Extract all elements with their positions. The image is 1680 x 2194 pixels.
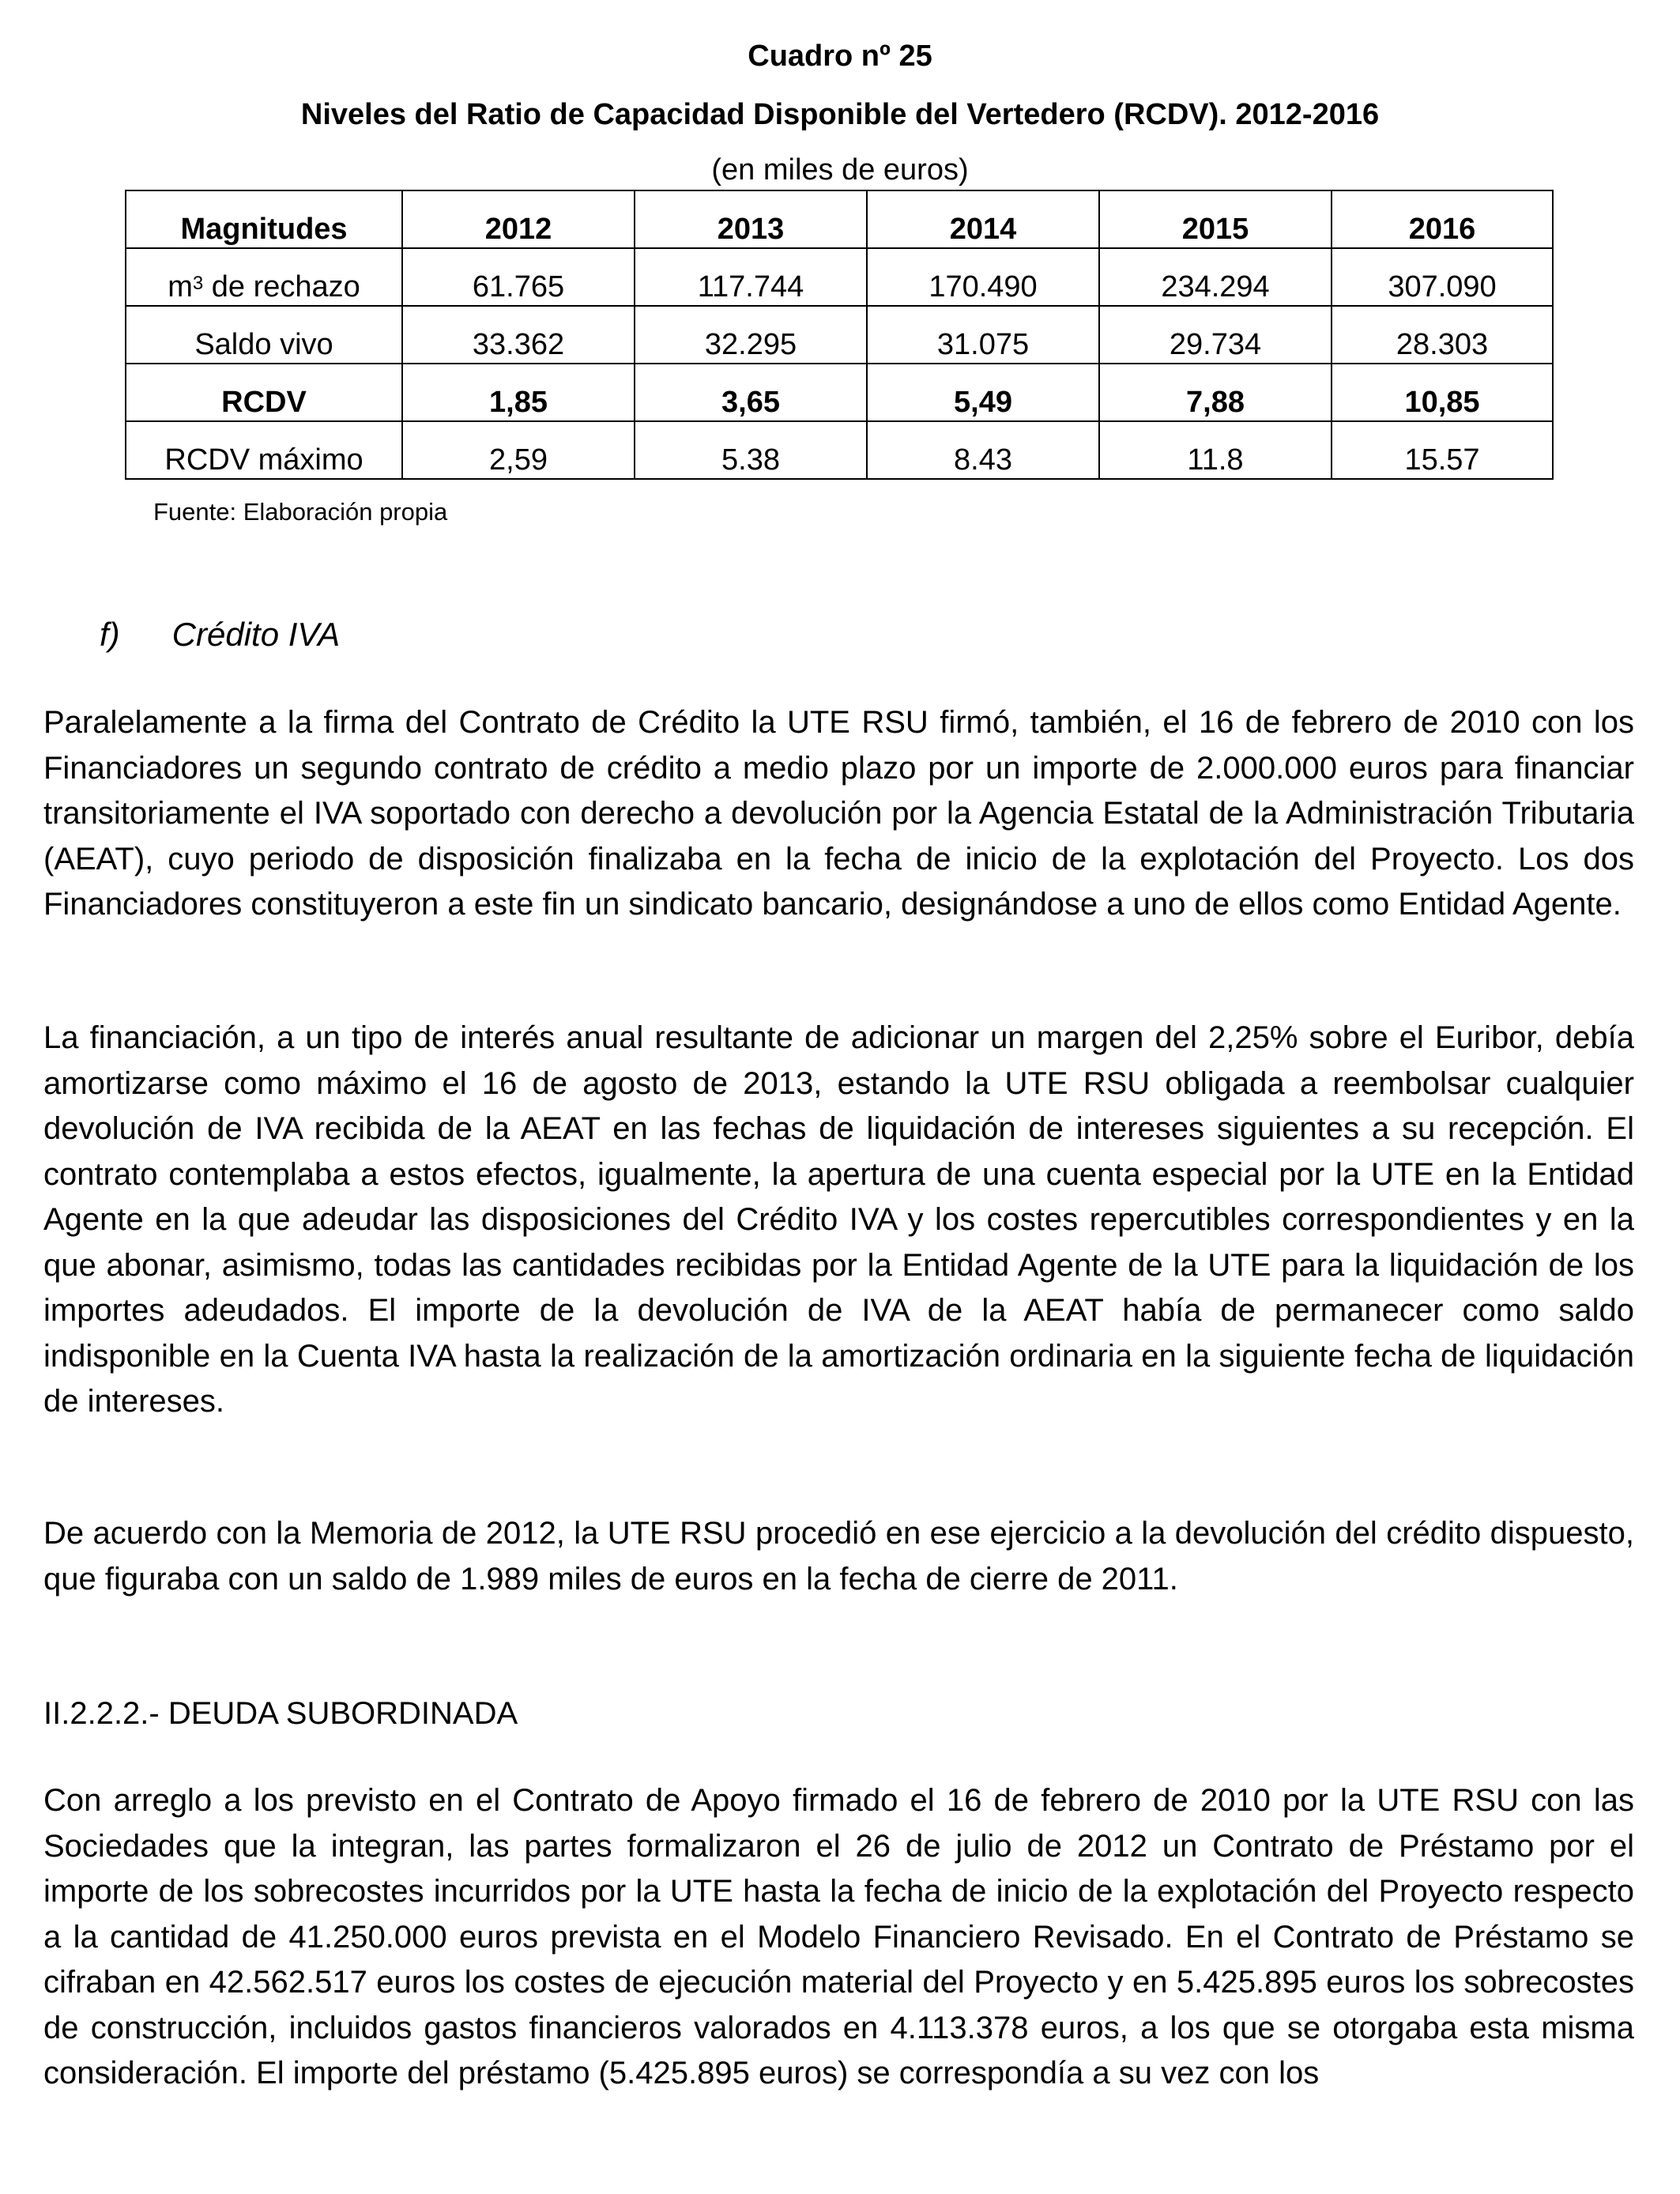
table-cell: 33.362 <box>402 306 635 364</box>
table-cell: 10,85 <box>1332 364 1553 421</box>
table-cell: 7,88 <box>1099 364 1332 421</box>
header-cell: Magnitudes <box>126 190 402 248</box>
row-label-prefix: m <box>168 270 193 303</box>
rcdv-table <box>125 190 1554 480</box>
table-cell: 61.765 <box>402 248 635 306</box>
section-title: Crédito IVA <box>171 616 341 653</box>
table-row <box>126 421 1553 479</box>
table-cell: 5,49 <box>867 364 1099 421</box>
section-heading-deuda-subordinada: II.2.2.2.- DEUDA SUBORDINADA <box>43 1696 518 1731</box>
table-unit-note: (en miles de euros) <box>711 153 969 187</box>
table-cell: 3,65 <box>635 364 867 421</box>
table-source-note: Fuente: Elaboración propia <box>153 498 448 526</box>
table-row <box>126 248 1553 306</box>
table-cell: 307.090 <box>1332 248 1553 306</box>
table-cell: 8.43 <box>867 421 1099 479</box>
paragraph: Con arreglo a los previsto en el Contrato de Apoyo firmado el 16 de febrero de 2010 por la UTE RSU con las Sociedades que la integran, las partes formalizaron el 26 de julio de 2012 un Contrato de Préstamo por el importe de los sobrecostes incurridos por la UTE hasta la fecha de inicio de la explotación del Proyecto respecto a la cantidad de 41.250.000 euros prevista en el Modelo Financiero Revisado. En el Contrato de Préstamo se cifraban en 42.562.517 euros los costes de ejecución material del Proyecto y en 5.425.895 euros los sobrecostes de construcción, incluidos gastos financieros valorados en 4.113.378 euros, a los que se otorgaba esta misma consideración. El importe del préstamo (5.425.895 euros) se correspondía a su vez con los <box>43 1783 1634 2090</box>
table-cell: 5.38 <box>635 421 867 479</box>
row-label-superscript: 3 <box>192 273 204 294</box>
row-label: RCDV <box>126 364 402 421</box>
table-subtitle: Niveles del Ratio de Capacidad Disponible del Vertedero (RCDV). 2012-2016 <box>300 98 1380 131</box>
table-cell: 1,85 <box>402 364 635 421</box>
header-cell: 2016 <box>1332 190 1553 248</box>
row-label <box>126 248 402 306</box>
section-heading-credito-iva <box>100 613 340 656</box>
table-cell: 29.734 <box>1099 306 1332 364</box>
row-label-text: de rechazo <box>211 270 360 303</box>
table-cell: 32.295 <box>635 306 867 364</box>
header-cell: 2013 <box>635 190 867 248</box>
paragraph: La financiación, a un tipo de interés anual resultante de adicionar un margen del 2,25% sobre el Euribor, debía amortizarse como máximo el 16 de agosto de 2013, estando la UTE RSU obligada a reembolsar cualquier devolución de IVA recibida de la AEAT en las fechas de liquidación de intereses siguientes a su recepción. El contrato contemplaba a estos efectos, igualmente, la apertura de una cuenta especial por la UTE en la Entidad Agente en la que adeudar las disposiciones del Crédito IVA y los costes repercutibles correspondientes y en la que abonar, asimismo, todas las cantidades recibidas por la Entidad Agente de la UTE para la liquidación de los importes adeudados. El importe de la devolución de IVA de la AEAT había de permanecer como saldo indisponible en la Cuenta IVA hasta la realización de la amortización ordinaria en la siguiente fecha de liquidación de intereses. <box>43 1020 1634 1419</box>
row-label: RCDV máximo <box>126 421 402 479</box>
table-cell: 170.490 <box>867 248 1099 306</box>
table-cell: 2,59 <box>402 421 635 479</box>
table-row <box>126 364 1553 421</box>
paragraph: De acuerdo con la Memoria de 2012, la UTE RSU procedió en ese ejercicio a la devolución del crédito dispuesto, que figuraba con un saldo de 1.989 miles de euros en la fecha de cierre de 2011. <box>43 1516 1634 1596</box>
table-cell: 28.303 <box>1332 306 1553 364</box>
table-row <box>126 306 1553 364</box>
row-label: Saldo vivo <box>126 306 402 364</box>
table-cell: 15.57 <box>1332 421 1553 479</box>
header-cell: 2012 <box>402 190 635 248</box>
header-cell: 2015 <box>1099 190 1332 248</box>
table-cell: 117.744 <box>635 248 867 306</box>
table-cell: 31.075 <box>867 306 1099 364</box>
paragraph: Paralelamente a la firma del Contrato de Crédito la UTE RSU firmó, también, el 16 de febrero de 2010 con los Financiadores un segundo contrato de crédito a medio plazo por un importe de 2.000.000 euros para financiar transitoriamente el IVA soportado con derecho a devolución por la Agencia Estatal de la Administración Tributaria (AEAT), cuyo periodo de disposición finalizaba en la fecha de inicio de la explotación del Proyecto. Los dos Financiadores constituyeron a este fin un sindicato bancario, designándose a uno de ellos como Entidad Agente. <box>43 705 1634 922</box>
table-title: Cuadro nº 25 <box>748 40 932 73</box>
header-cell: 2014 <box>867 190 1099 248</box>
table-cell: 234.294 <box>1099 248 1332 306</box>
section-label: f) <box>100 616 120 653</box>
table-cell: 11.8 <box>1099 421 1332 479</box>
table-header-row <box>126 190 1553 248</box>
